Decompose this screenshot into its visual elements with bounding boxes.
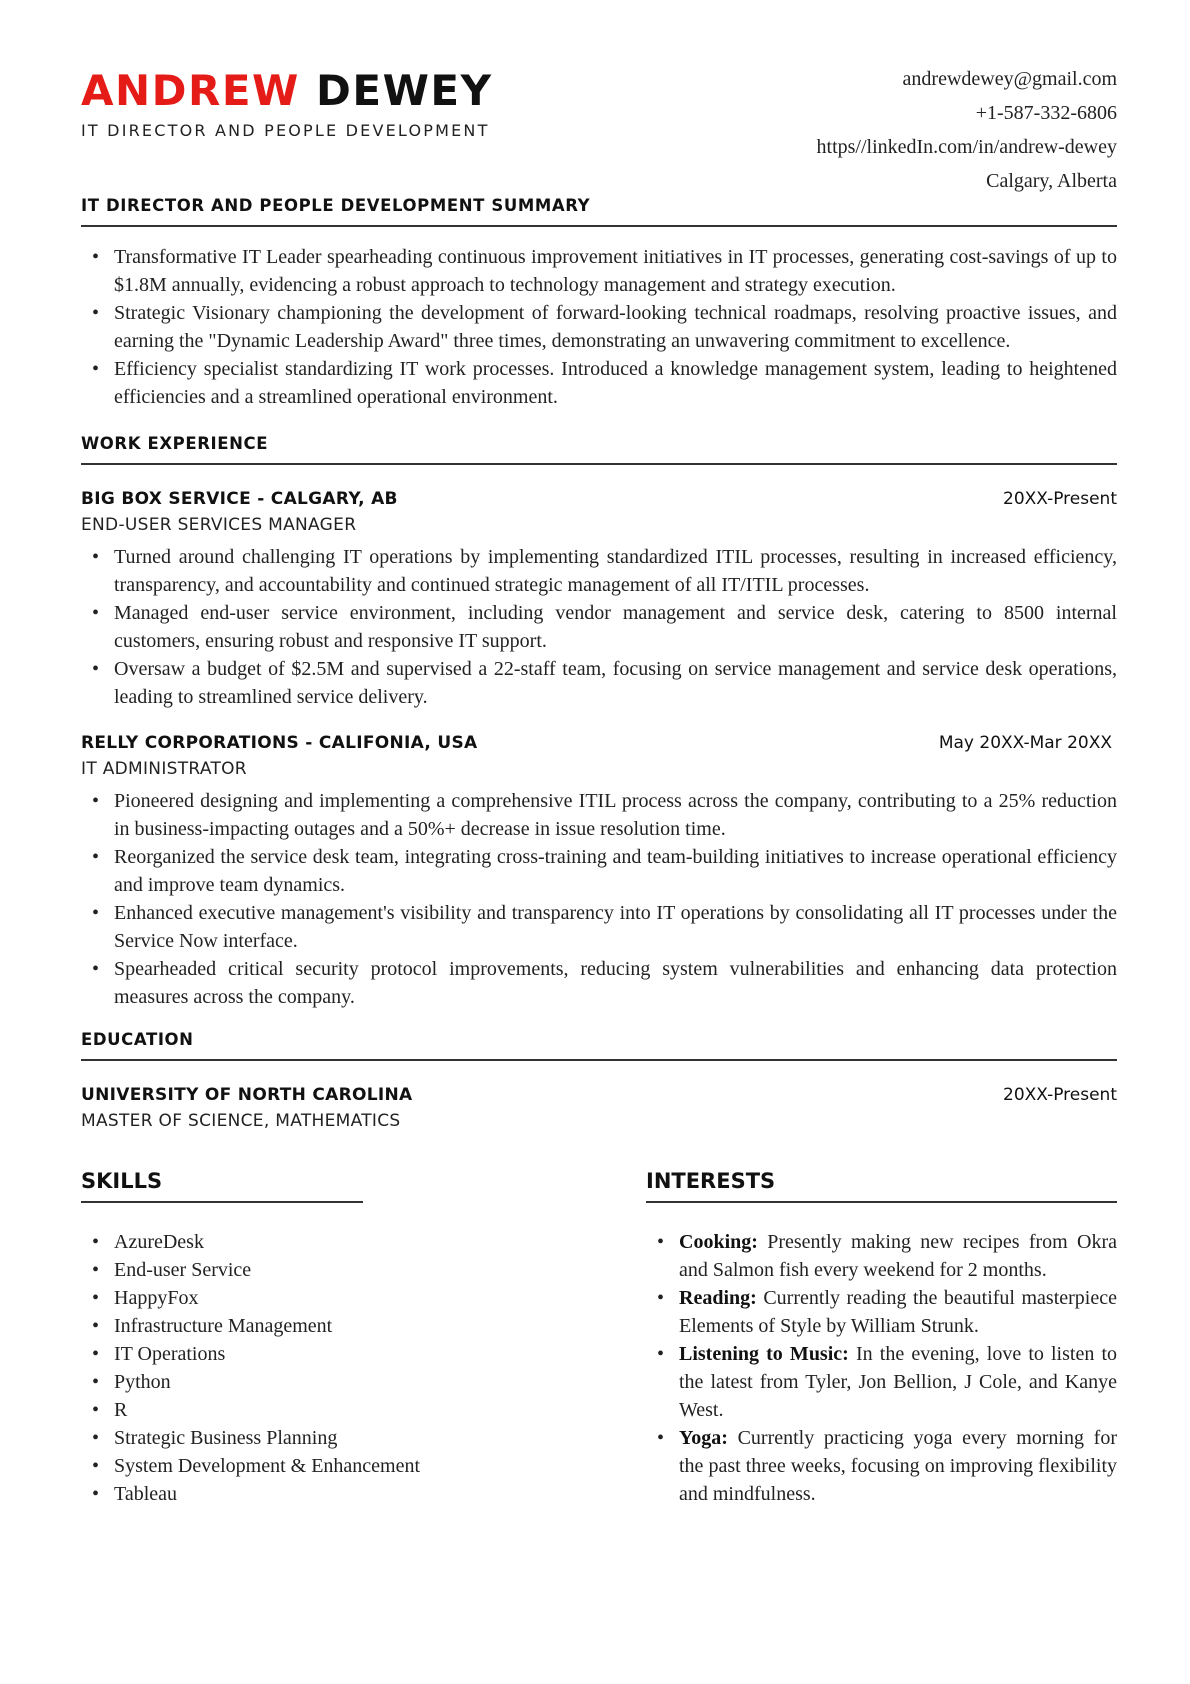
job-1-bullet: • Turned around challenging IT operations by implementing standardized ITIL processes, resulting in increased efficiency, transparency, and accountability and continued strategic management of all IT/ITIL processes. [81, 543, 1117, 599]
skill-item: • Strategic Business Planning [81, 1424, 381, 1452]
summary-bullet: • Efficiency specialist standardizing IT work processes. Introduced a knowledge management system, leading to heightened efficiencies and a streamlined operational environment. [81, 355, 1117, 411]
skills-heading: SKILLS [81, 1169, 163, 1193]
last-name: DEWEY [316, 66, 493, 115]
job-1-bullet: • Oversaw a budget of $2.5M and supervised a 22-staff team, focusing on service management and service desk operations, leading to streamlined service delivery. [81, 655, 1117, 711]
interests-list [646, 1228, 1117, 1508]
interest-item [646, 1424, 1117, 1508]
experience-heading: WORK EXPERIENCE [81, 434, 269, 453]
summary-divider [81, 225, 1117, 227]
interest-text: In the evening, love to listen to the latest from Tyler, Jon Bellion, J Cole, and Kanye West. [679, 1343, 1118, 1421]
job-2-company: RELLY CORPORATIONS - CALIFONIA, USA [81, 733, 478, 753]
summary-bullet: • Transformative IT Leader spearheading continuous improvement initiatives in IT processes, generating cost-savings of up to $1.8M annually, evidencing a robust approach to technology management and strategy execution. [81, 243, 1117, 299]
skill-item: • IT Operations [81, 1340, 381, 1368]
education-heading: EDUCATION [81, 1030, 194, 1049]
first-name: ANDREW [81, 66, 300, 115]
skill-item: • Tableau [81, 1480, 381, 1508]
skills-list [81, 1228, 421, 1508]
job-2-bullet: • Enhanced executive management's visibility and transparency into IT operations by consolidating all IT processes under the Service Now interface. [81, 899, 1117, 955]
skill-item: • HappyFox [81, 1284, 381, 1312]
education-date: 20XX-Present [1003, 1085, 1117, 1105]
interest-label: Listening to Music: [679, 1343, 849, 1365]
interest-label: Reading: [679, 1287, 757, 1309]
interest-text: Currently practicing yoga every morning for the past three weeks, focusing on improving flexibility and mindfulness. [679, 1427, 1117, 1505]
job-1-list [81, 543, 1117, 711]
summary-list [81, 243, 1117, 411]
skill-item: • End-user Service [81, 1256, 381, 1284]
skill-item: • System Development & Enhancement [81, 1452, 381, 1480]
job-2-bullet: • Pioneered designing and implementing a comprehensive ITIL process across the company, contributing to a 25% reduction in business-impacting outages and a 50%+ decrease in issue resolution time. [81, 787, 1117, 843]
candidate-name [81, 66, 493, 116]
job-2-list [81, 787, 1117, 1011]
skills-divider [81, 1201, 363, 1203]
education-school: UNIVERSITY OF NORTH CAROLINA [81, 1085, 413, 1105]
job-2-bullet: • Spearheaded critical security protocol improvements, reducing system vulnerabilities and enhancing data protection measures across the company. [81, 955, 1117, 1011]
skill-item: • Python [81, 1368, 381, 1396]
interest-label: Yoga: [679, 1427, 728, 1449]
job-1-company: BIG BOX SERVICE - CALGARY, AB [81, 489, 398, 509]
interest-text: Presently making new recipes from Okra and Salmon fish every weekend for 2 months. [679, 1231, 1118, 1281]
job-2-date: May 20XX-Mar 20XX [938, 733, 1112, 753]
candidate-subtitle: IT DIRECTOR AND PEOPLE DEVELOPMENT [81, 121, 490, 140]
interest-item [646, 1284, 1117, 1340]
contact-block [817, 62, 1117, 198]
education-divider [81, 1059, 1117, 1061]
contact-email[interactable]: andrewdewey@gmail.com [902, 68, 1117, 90]
job-1-date: 20XX-Present [1003, 489, 1117, 509]
experience-divider [81, 463, 1117, 465]
job-2-bullet: • Reorganized the service desk team, integrating cross-training and team-building initiatives to increase operational efficiency and improve team dynamics. [81, 843, 1117, 899]
contact-phone: +1-587-332-6806 [975, 102, 1117, 124]
interest-item [646, 1228, 1117, 1284]
contact-linkedin[interactable]: https//linkedIn.com/in/andrew-dewey [816, 136, 1117, 158]
contact-location: Calgary, Alberta [986, 170, 1117, 192]
interest-item [646, 1340, 1117, 1424]
interest-text: Currently reading the beautiful masterpiece Elements of Style by William Strunk. [679, 1287, 1117, 1337]
interests-heading: INTERESTS [646, 1169, 776, 1193]
interests-divider [646, 1201, 1117, 1203]
summary-bullet: • Strategic Visionary championing the development of forward-looking technical roadmaps, resolving proactive issues, and earning the "Dynamic Leadership Award" three times, demonstrating an unwavering commitment to excellence. [81, 299, 1117, 355]
skill-item: • Infrastructure Management [81, 1312, 381, 1340]
summary-heading: IT DIRECTOR AND PEOPLE DEVELOPMENT SUMMARY [81, 196, 591, 215]
job-1-role: END-USER SERVICES MANAGER [81, 515, 357, 535]
skill-item: • R [81, 1396, 381, 1424]
interest-label: Cooking: [679, 1231, 758, 1253]
skill-item: • AzureDesk [81, 1228, 381, 1256]
job-2-role: IT ADMINISTRATOR [81, 759, 247, 779]
education-degree: MASTER OF SCIENCE, MATHEMATICS [81, 1111, 401, 1131]
job-1-bullet: • Managed end-user service environment, including vendor management and service desk, catering to 8500 internal customers, ensuring robust and responsive IT support. [81, 599, 1117, 655]
